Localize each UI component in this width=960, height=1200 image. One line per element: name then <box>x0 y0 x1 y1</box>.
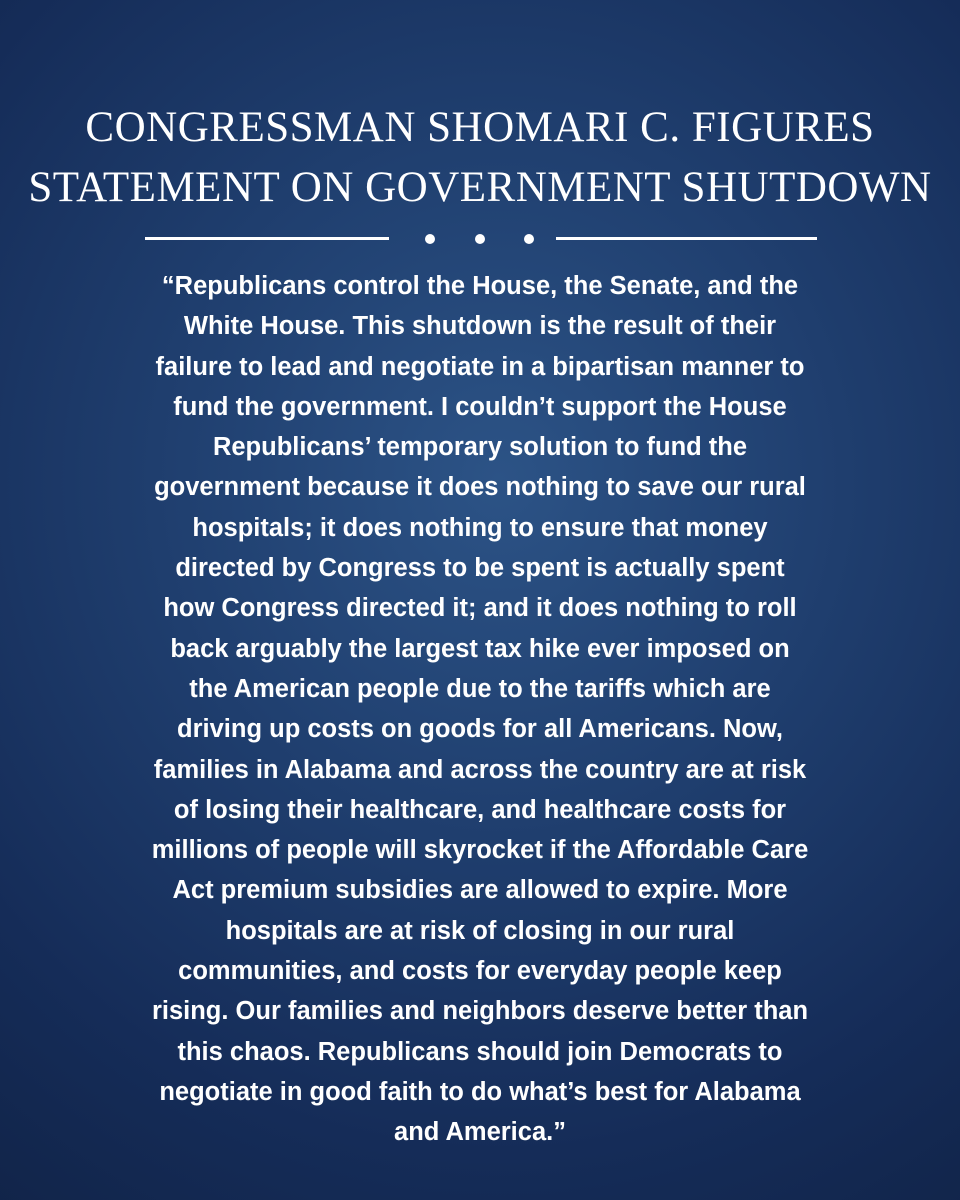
title-line-1: CONGRESSMAN SHOMARI C. FIGURES <box>85 104 875 151</box>
quote-line: families in Alabama and across the country are at risk <box>153 755 807 784</box>
divider-dot <box>524 234 534 244</box>
quote-line: Act premium subsidies are allowed to expire. More <box>172 876 788 905</box>
quote-line: millions of people will skyrocket if the Affordable Care <box>151 836 809 865</box>
divider-rule-left <box>145 237 389 240</box>
quote-line: back arguably the largest tax hike ever imposed on <box>170 634 790 663</box>
quote-line: negotiate in good faith to do what’s best for Alabama <box>159 1077 801 1106</box>
statement-title <box>20 98 940 218</box>
quote-line: “Republicans control the House, the Senate, and the <box>161 272 799 300</box>
divider-dot <box>475 234 485 244</box>
quote-line: White House. This shutdown is the result of their <box>183 312 777 341</box>
quote-line: hospitals; it does nothing to ensure that money <box>192 513 768 542</box>
quote-line: of losing their healthcare, and healthcare costs for <box>173 795 787 824</box>
divider-dot <box>425 234 435 244</box>
quote-line: driving up costs on goods for all Americans. Now, <box>177 715 783 744</box>
quote-line: communities, and costs for everyday people keep <box>178 957 782 986</box>
quote-line: hospitals are at risk of closing in our rural <box>225 916 735 945</box>
title-line-2: STATEMENT ON GOVERNMENT SHUTDOWN <box>28 164 932 211</box>
statement-quote <box>80 266 880 1153</box>
quote-line: the American people due to the tariffs which are <box>189 674 771 703</box>
quote-line: failure to lead and negotiate in a bipartisan manner to <box>155 352 805 381</box>
quote-line: fund the government. I couldn’t support the House <box>173 392 787 421</box>
quote-line: rising. Our families and neighbors deserve better than <box>151 997 809 1026</box>
quote-line: Republicans’ temporary solution to fund the <box>212 433 748 462</box>
quote-line: how Congress directed it; and it does nothing to roll <box>163 594 797 623</box>
quote-line: government because it does nothing to save our rural <box>154 473 806 502</box>
quote-line: directed by Congress to be spent is actually spent <box>175 554 785 583</box>
ornamental-divider <box>0 232 960 246</box>
quote-line: this chaos. Republicans should join Democrats to <box>177 1037 783 1066</box>
divider-rule-right <box>556 237 817 240</box>
quote-line: and America.” <box>394 1118 566 1147</box>
